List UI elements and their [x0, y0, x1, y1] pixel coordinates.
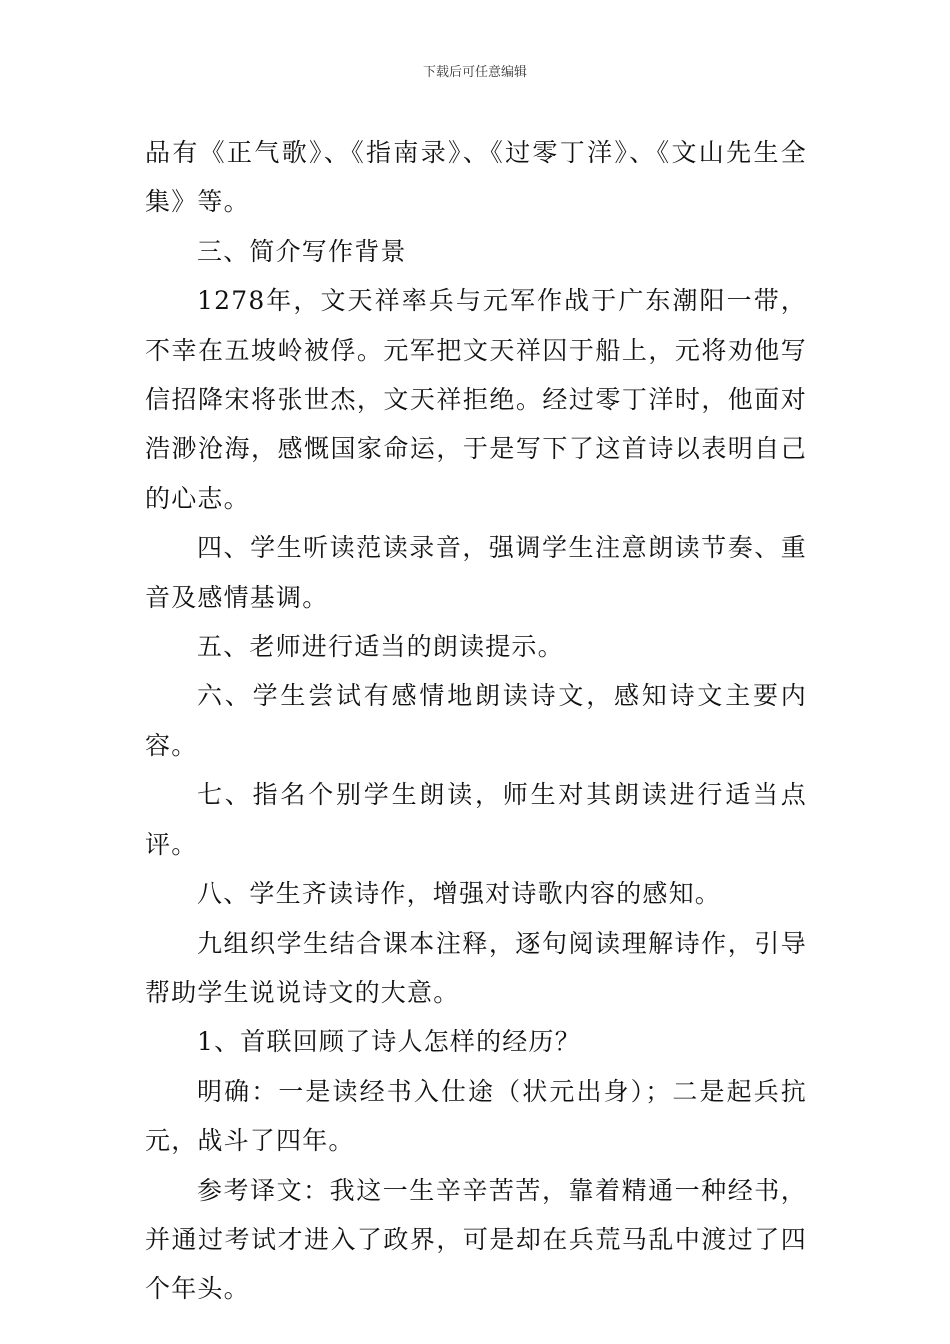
paragraph-step-five: 五、老师进行适当的朗读提示。 [197, 632, 564, 662]
paragraph-background: 1278年，文天祥率兵与元军作战于广东潮阳一带，不幸在五坡岭被俘。元军把文天祥囚于船上，元将劝他写信招降宋将张世杰，文天祥拒绝。经过零丁洋时，他面对浩渺沧海，感慨国家命运，于是写下了这首诗以表明自己的心志。 [145, 286, 807, 513]
question-first-couplet: 1、首联回顾了诗人怎样的经历？ [197, 1027, 581, 1057]
paragraph-step-six: 六、学生尝试有感情地朗读诗文，感知诗文主要内容。 [145, 681, 807, 760]
paragraph-step-seven: 七、指名个别学生朗读，师生对其朗读进行适当点评。 [145, 780, 807, 859]
paragraph-works-list: 品有《正气歌》、《指南录》、《过零丁洋》、《文山先生全集》等。 [145, 138, 807, 217]
section-heading-background: 三、简介写作背景 [197, 236, 407, 266]
paragraph-step-four: 四、学生听读范读录音，强调学生注意朗读节奏、重音及感情基调。 [145, 533, 807, 612]
paragraph-step-eight: 八、学生齐读诗作，增强对诗歌内容的感知。 [197, 879, 722, 909]
reference-translation: 参考译文：我这一生辛辛苦苦，靠着精通一种经书，并通过考试才进入了政界，可是却在兵荒马乱中渡过了四个年头。 [145, 1175, 807, 1304]
document-body [145, 128, 807, 1314]
page-header-note: 下载后可任意编辑 [422, 65, 527, 80]
paragraph-step-nine: 九组织学生结合课本注释，逐句阅读理解诗作，引导帮助学生说说诗文的大意。 [145, 928, 807, 1007]
answer-clarification: 明确：一是读经书入仕途（状元出身）；二是起兵抗元，战斗了四年。 [145, 1076, 807, 1156]
